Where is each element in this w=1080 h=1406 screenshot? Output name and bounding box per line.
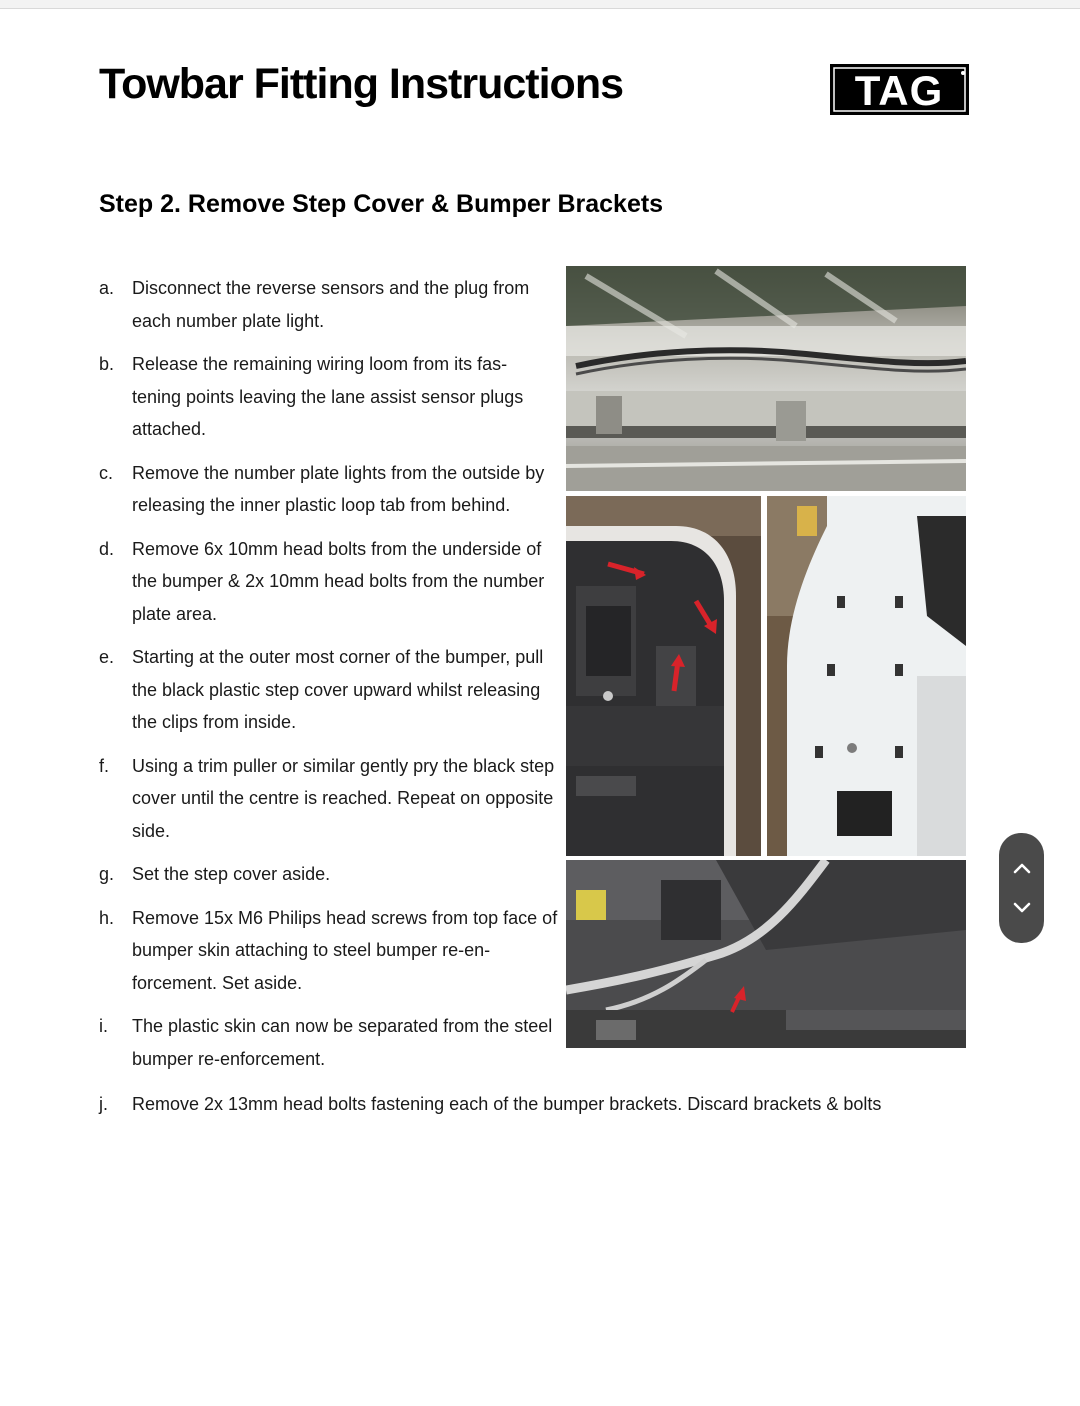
- logo-text: TAG: [854, 67, 944, 114]
- list-item: [99, 533, 559, 631]
- previous-page-button[interactable]: [999, 848, 1044, 888]
- list-item: [99, 858, 559, 891]
- list-item: [99, 457, 559, 522]
- step-label: h.: [99, 907, 115, 928]
- step-label: b.: [99, 354, 115, 374]
- list-item: [99, 348, 559, 446]
- chevron-down-icon: [1012, 901, 1032, 915]
- list-item: [99, 272, 559, 337]
- step-text: The plastic skin can now be separated from the steel bumper re-enforcement.: [132, 1016, 553, 1069]
- step-label: d.: [99, 538, 115, 559]
- step-label: a.: [99, 278, 115, 298]
- step-heading: Step 2. Remove Step Cover & Bumper Brackets: [99, 190, 664, 218]
- tag-logo: [830, 64, 969, 115]
- step-text: Starting at the outer most corner of the bumper, pull the black plastic step cover upward whilst releasing the clips from inside.: [132, 647, 544, 732]
- step-text: Remove 2x 13mm head bolts fastening each of the bumper brackets. Discard brackets & bolts: [132, 1094, 882, 1114]
- step-text: Remove the number plate lights from the outside by releasing the inner plastic loop tab from behind.: [132, 462, 545, 515]
- step-label: c.: [99, 462, 114, 483]
- list-item: [99, 750, 559, 848]
- list-item: [99, 902, 559, 1000]
- step-label: f.: [99, 755, 110, 776]
- step-label: g.: [99, 864, 115, 884]
- step-label: e.: [99, 647, 115, 667]
- viewer-top-bar: [0, 0, 1080, 9]
- list-item: [99, 1088, 999, 1121]
- step-label: i.: [99, 1016, 108, 1036]
- document-title: Towbar Fitting Instructions: [99, 60, 624, 108]
- step-text: Set the step cover aside.: [132, 864, 331, 884]
- step-text: Remove 15x M6 Philips head screws from top face of bumper skin attaching to steel bumper re-en- forcement. Set aside.: [132, 907, 558, 993]
- step-text: Disconnect the reverse sensors and the plug from each number plate light.: [132, 278, 530, 331]
- photo-bumper-skin: [767, 496, 966, 856]
- step-text: Release the remaining wiring loom from its fas- tening points leaving the lane assist sensor plugs attached.: [132, 354, 524, 439]
- step-list: [99, 272, 559, 1086]
- photo-bumper-wiring: [566, 266, 966, 491]
- chevron-up-icon: [1012, 861, 1032, 875]
- step-text: Remove 6x 10mm head bolts from the underside of the bumper & 2x 10mm head bolts from the number plate area.: [132, 538, 545, 624]
- page-navigation: [999, 833, 1044, 943]
- list-item: [99, 641, 559, 739]
- photo-step-cover-clips: [566, 496, 761, 856]
- step-text: Using a trim puller or similar gently pry the black step cover until the centre is reached. Repeat on opposite side.: [132, 755, 555, 841]
- list-item: [99, 1010, 559, 1075]
- step-label: j.: [99, 1094, 108, 1114]
- photo-wiring-closeup: [566, 860, 966, 1048]
- next-page-button[interactable]: [999, 888, 1044, 928]
